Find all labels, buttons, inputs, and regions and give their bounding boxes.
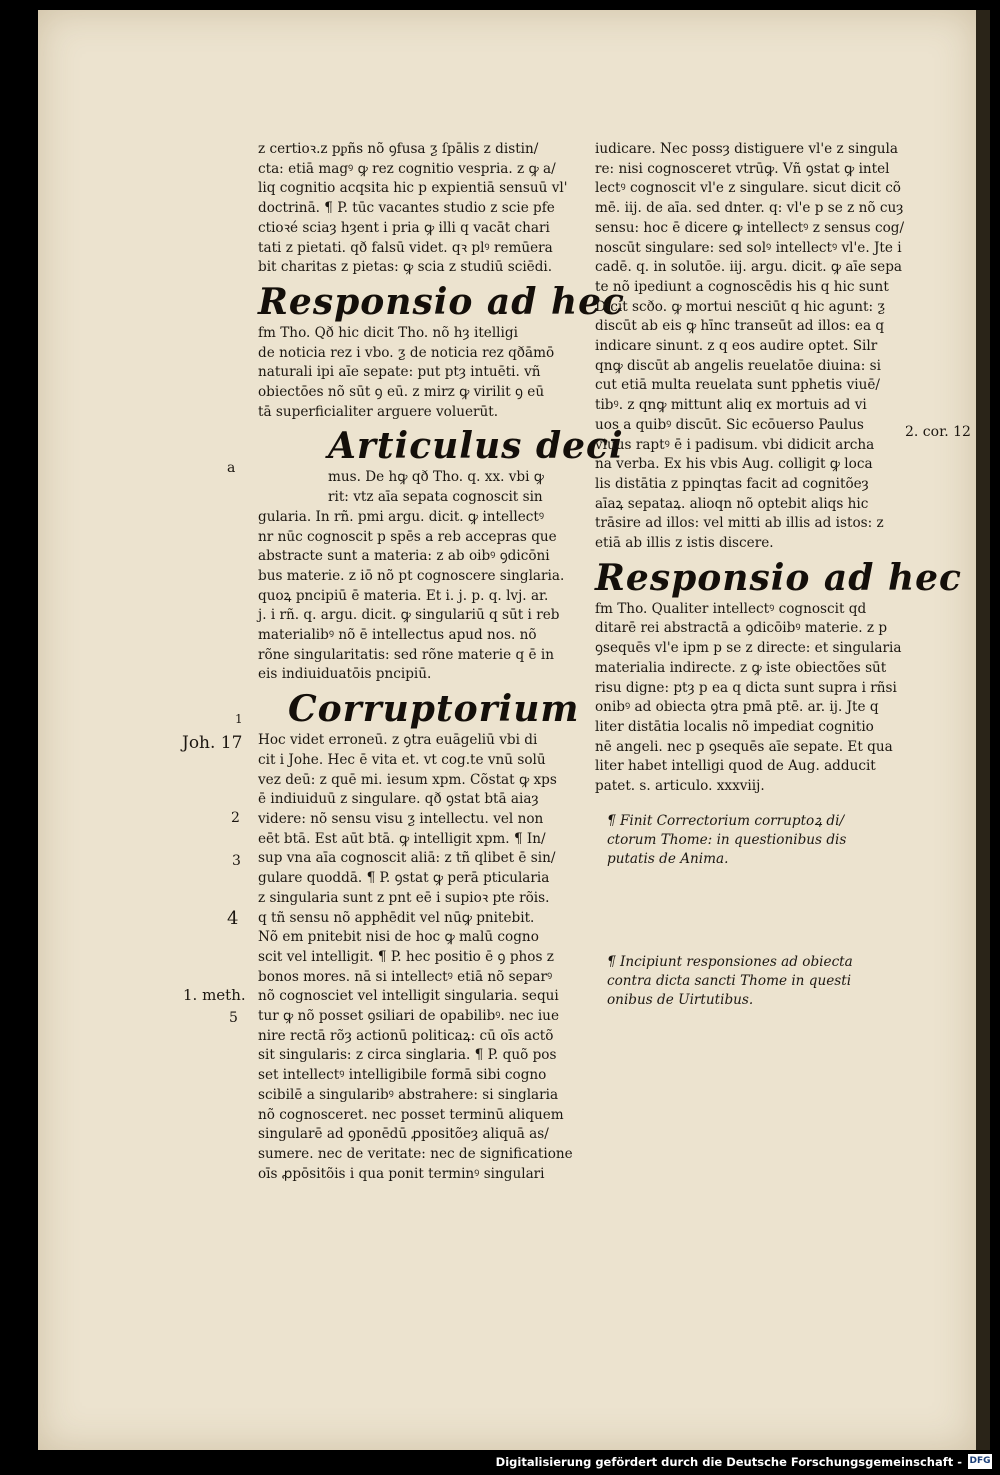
text-line: Dicit scðo. ꝙ mortui nesciūt q hic agunt: ƺ (595, 298, 886, 315)
text-line: ditarē rei abstractā a ꝯdicōibꝰ materie. z p (595, 620, 888, 637)
text-line: bit charitas z pietas: ꝙ scia z studiū sciēdi. (258, 259, 553, 276)
text-line: naturali ipi aīe sepate: put ptȝ intuēti. vñ (258, 364, 541, 381)
text-line: te nõ ipediunt a cognoscēdis his q hic sunt (595, 278, 889, 295)
text-line: scibilē a singularibꝰ abstrahere: si singlaria (258, 1086, 559, 1103)
text-line: noscūt singulare: sed solꝰ intellectꝰ vl'e. Jte i (595, 239, 902, 256)
text-line: risu digne: ptȝ p ea q dicta sunt supra i rñsi (595, 679, 897, 696)
text-line: iudicare. Nec possȝ distiguere vl'e z singula (595, 141, 898, 157)
text-line: fm Tho. Qð hic dicit Tho. nõ hȝ itelligi (258, 324, 518, 341)
text-line: gularia. In rñ. pmi argu. dicit. ꝙ intellectꝰ (258, 508, 545, 525)
text-line: Nõ em pnitebit nisi de hoc ꝙ malū cogno (258, 929, 539, 946)
text-line: set intellectꝰ intelligibile formā sibi cogno (258, 1067, 547, 1084)
margin-letter-a: a (227, 460, 236, 476)
text-line: ctorum Thome: in questionibus dis (607, 832, 847, 848)
text-line: rit: vtz aīa sepata cognoscit sin (328, 489, 543, 506)
text-line: sit singularis: z circa singlaria. ¶ P. quõ pos (258, 1047, 557, 1064)
text-line: Hoc videt erroneū. z ꝯtra euāgeliū vbi di (258, 732, 538, 749)
text-line: ¶ Finit Correctorium corruptoꝝ di/ (607, 813, 845, 829)
text-line: discūt ab eis ꝙ hīnc transeūt ad illos: ea q (595, 318, 885, 335)
text-line: lectꝰ cognoscit vl'e z singulare. sicut dicit cõ (595, 180, 901, 197)
text-line: viuus raptꝰ ē i padisum. vbi didicit archa (595, 436, 875, 453)
text-line: etiā ab illis z istis discere. (595, 535, 774, 552)
articulus-paragraph (258, 468, 568, 685)
text-line: rõne singularitatis: sed rõne materie q ē in (258, 646, 554, 663)
text-line: aīaꝝ sepataꝝ. alioqn nõ optebit aliqs hic (595, 495, 869, 512)
text-line: z certioꝛ.z pᵱñs nõ ꝯfusa ƺ ſpālis z distin/ (258, 141, 539, 157)
text-line: nē angeli. nec p ꝯsequēs aīe sepate. Et qua (595, 738, 893, 755)
responsio-paragraph (258, 324, 568, 423)
text-line: z singularia sunt z pnt eē i supioꝛ pte rõis. (258, 889, 550, 906)
text-line: uos a quibꝰ discūt. Sic ecōuerso Paulus (595, 416, 864, 433)
text-line: cut etiā multa reuelata sunt pphetis viuē/ (595, 377, 880, 394)
text-line: cadē. q. in solutōe. iij. argu. dicit. ꝙ aīe sepa (595, 259, 903, 276)
text-line: quoꝝ pncipiū ē materia. Et i. j. p. q. lvj. ar. (258, 587, 549, 604)
text-line: tibꝰ. z qnꝙ mittunt aliq ex mortuis ad vi (595, 397, 867, 414)
text-line: putatis de Anima. (607, 851, 729, 867)
text-line: contra dicta sancti Thome in questi (607, 973, 852, 989)
text-line: cta: etiā magꝰ ꝙ rez cognitio vespria. z ꝙ a/ (258, 160, 556, 177)
text-line: singularē ad ꝯponēdū ꝓpositõeȝ aliquā as/ (258, 1126, 549, 1143)
text-line: mē. iij. de aīa. sed dnter. q: vl'e p se z nõ cuȝ (595, 200, 904, 217)
text-line: abstracte sunt a materia: z ab oibꝰ ꝯdicōni (258, 548, 550, 565)
text-line: lis distātia z ppinqtas facit ad cognitõeȝ (595, 475, 869, 492)
left-top-paragraph (258, 140, 568, 278)
text-line: nire rectā rõȝ actionū politicaꝝ: cū oīs actõ (258, 1027, 554, 1044)
section-heading-responsio-right: Responsio ad hec (595, 556, 962, 599)
right-top-paragraph (595, 140, 905, 554)
text-line: tur ꝙ nõ posset ꝯsiliari de opabilibꝰ. nec iue (258, 1008, 559, 1025)
text-line: liter distātia localis nõ impediat cognitio (595, 718, 874, 735)
text-line: doctrinā. ¶ P. tūc vacantes studio z scie pfe (258, 200, 555, 217)
colophon-incipiunt (607, 953, 907, 1010)
margin-ref-meth: 1. meth. (183, 986, 246, 1004)
text-line: na verba. Ex his vbis Aug. colligit ꝙ loca (595, 456, 873, 473)
text-line: eēt btā. Est aūt btā. ꝙ intelligit xpm. ¶ In/ (258, 830, 546, 847)
text-line: indicare sinunt. z q eos audire optet. Silr (595, 338, 878, 355)
text-line: oīs ꝓpōsitõis i qua ponit terminꝰ singulari (258, 1165, 545, 1182)
text-line: sumere. nec de veritate: nec de significatione (258, 1145, 573, 1162)
text-line: scit vel intelligit. ¶ P. hec positio ē ꝯ phos z (258, 948, 554, 965)
text-line: tati z pietati. qð falsū videt. qꝛ plꝰ remūera (258, 239, 553, 256)
text-line: eis indiuiduatōis pncipiū. (258, 666, 432, 683)
text-line: bus materie. z iō nõ pt cognoscere singlaria. (258, 567, 565, 584)
text-line: patet. s. articulo. xxxviij. (595, 778, 765, 795)
text-line: nr nūc cognoscit p spēs a reb accepras que (258, 528, 557, 545)
corruptorium-paragraph (258, 731, 573, 1184)
text-line: ctioꝛé sciaȝ hȝent i pria ꝙ illi q vacāt chari (258, 219, 550, 236)
text-line: mus. De hꝙ qð Tho. q. xx. vbi ꝙ (328, 469, 545, 486)
text-line: nõ cognosceret. nec posset terminū aliquem (258, 1106, 564, 1123)
text-line: vez deū: z quē mi. iesum xpm. Cõstat ꝙ xps (258, 771, 557, 788)
text-line: liq cognitio acqsita hic p expientiā sensuū vl' (258, 180, 568, 197)
responsio-right-paragraph (595, 600, 905, 797)
margin-ref-joh: Joh. 17 (182, 733, 243, 753)
text-line: sensu: hoc ē dicere ꝙ intellectꝰ z sensus cog/ (595, 219, 905, 236)
section-heading-responsio: Responsio ad hec (258, 280, 625, 323)
text-line: onibꝰ ad obiecta ꝯtra pmā ptē. ar. ij. Jte q (595, 699, 879, 716)
footer-bar (0, 1450, 1000, 1475)
text-line: gulare quoddā. ¶ P. ꝯstat ꝙ perā pticularia (258, 870, 550, 887)
margin-number-2: 2 (231, 810, 240, 826)
text-line: qnꝙ discūt ab angelis reuelatōe diuina: si (595, 357, 881, 374)
text-line: materialibꝰ nõ ē intellectus apud nos. nõ (258, 627, 537, 644)
dfg-logo: DFG (968, 1454, 992, 1469)
margin-ref-cor: 2. cor. 12 (905, 424, 971, 440)
text-line: ¶ Incipiunt responsiones ad obiecta (607, 954, 853, 970)
text-line: videre: nõ sensu visu ƺ intellectu. vel non (258, 810, 544, 827)
colophon-finit (607, 812, 907, 869)
text-line: tā superficialiter arguere voluerūt. (258, 403, 499, 420)
left-column (258, 140, 625, 1184)
section-heading-articulus: Articulus deci (328, 425, 624, 468)
text-line: obiectōes nõ sūt ꝯ eū. z mirz ꝙ virilit ꝯ eū (258, 384, 545, 401)
margin-number-1: 1 (235, 712, 243, 726)
text-line: re: nisi cognosceret vtrūꝙ. Vñ ꝯstat ꝙ intel (595, 160, 890, 177)
text-line: bonos mores. nā si intellectꝰ etiā nõ separꝰ (258, 968, 553, 985)
text-line: q tñ sensu nõ apphēdit vel nūꝙ pnitebit. (258, 909, 535, 926)
footer-credit: Digitalisierung gefördert durch die Deutsche Forschungsgemeinschaft - (495, 1455, 962, 1469)
text-line: sup vna aīa cognoscit aliā: z tñ qlibet ē sin/ (258, 850, 556, 867)
text-line: liter habet intelligi quod de Aug. adducit (595, 758, 876, 775)
text-line: ē indiuiduū z singulare. qð ꝯstat btā aiaȝ (258, 791, 539, 808)
page-edge (976, 10, 990, 1450)
text-line: cit i Johe. Hec ē vita et. vt cog.te vnū solū (258, 751, 546, 768)
text-line: fm Tho. Qualiter intellectꝰ cognoscit qd (595, 600, 867, 617)
text-line: trāsire ad illos: vel mitti ab illis ad istos: z (595, 515, 884, 532)
margin-number-5: 5 (229, 1010, 238, 1026)
margin-number-4: 4 (227, 908, 239, 929)
text-line: onibus de Uirtutibus. (607, 992, 754, 1008)
text-line: de noticia rez i vbo. ƺ de noticia rez qðāmō (258, 344, 555, 361)
text-line: nõ cognosciet vel intelligit singularia. sequi (258, 988, 559, 1005)
text-line: ꝯsequēs vl'e ipm p se z directe: et singularia (595, 640, 902, 657)
text-line: j. i rñ. q. argu. dicit. ꝙ singulariū q sūt i reb (258, 607, 560, 624)
text-line: materialia indirecte. z ꝙ iste obiectões sūt (595, 659, 887, 676)
section-heading-corruptorium: Corruptorium (288, 688, 580, 731)
margin-number-3: 3 (232, 853, 241, 869)
